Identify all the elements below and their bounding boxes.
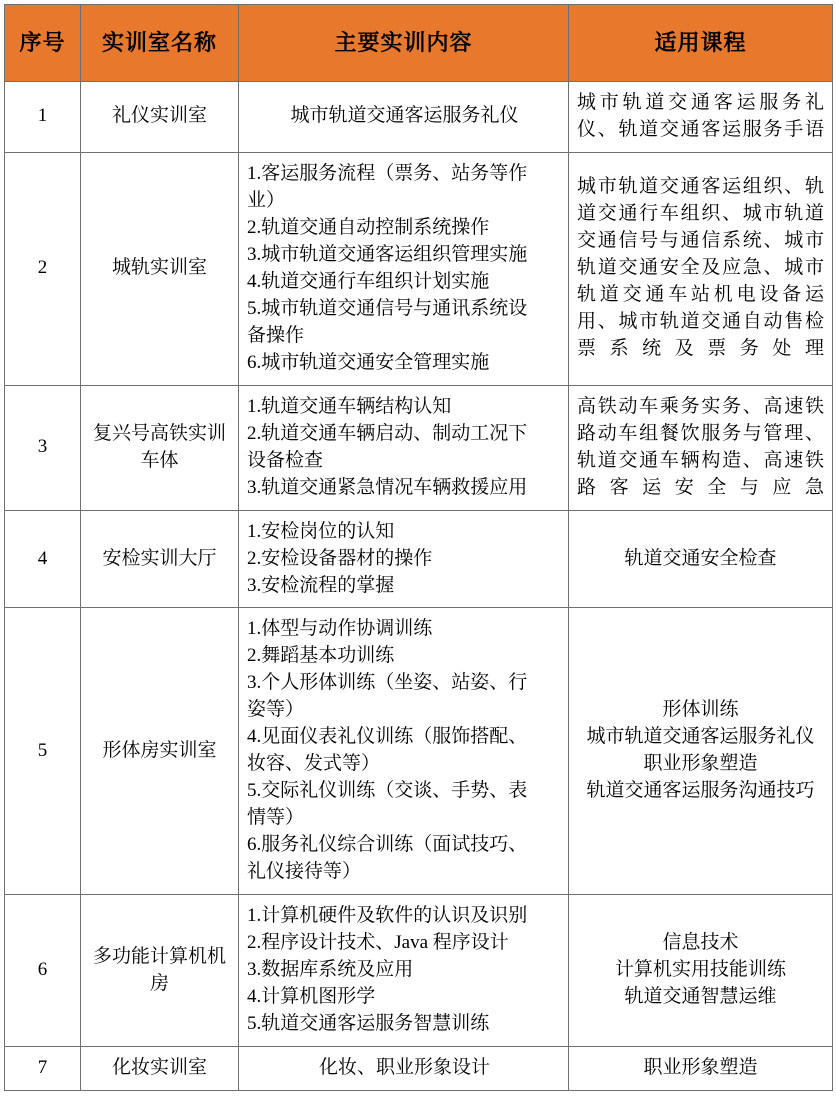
cell-applicable-course — [569, 82, 833, 153]
column-header-applicable-course: 适用课程 — [569, 5, 833, 82]
content-line: 1.客运服务流程（票务、站务等作 — [247, 162, 528, 184]
cell-index: 7 — [5, 1047, 81, 1091]
content-line: 2.轨道交通车辆启动、制动工况下 — [247, 422, 528, 444]
column-header-room-name: 实训室名称 — [81, 5, 239, 82]
content-line: 2.安检设备器材的操作 — [247, 547, 433, 569]
course-line: 计算机实用技能训练 — [614, 959, 786, 981]
course-line: 信息技术 — [662, 932, 739, 954]
cell-room-name: 形体房实训室 — [81, 608, 239, 895]
cell-room-name: 安检实训大厅 — [81, 510, 239, 608]
content-line: 1.体型与动作协调训练 — [247, 618, 433, 640]
cell-index: 2 — [5, 152, 81, 385]
course-line: 城市轨道交通客运组织、轨 — [577, 176, 824, 198]
cell-applicable-course — [569, 152, 833, 385]
column-header-main-content: 主要实训内容 — [239, 5, 569, 82]
content-line: 业） — [247, 189, 286, 211]
content-line: 3.城市轨道交通客运组织管理实施 — [247, 243, 528, 265]
content-line: 妆容、发式等） — [247, 753, 381, 775]
content-line: 2.程序设计技术、Java 程序设计 — [247, 932, 509, 954]
course-line: 职业形象塑造 — [643, 753, 758, 775]
content-line: 5.城市轨道交通信号与通讯系统设 — [247, 297, 528, 319]
cell-applicable-course — [569, 510, 833, 608]
cell-room-name: 复兴号高铁实训车体 — [81, 385, 239, 510]
table-row — [5, 152, 833, 385]
table-row — [5, 510, 833, 608]
course-line: 城市轨道交通客运服务礼仪 — [586, 726, 815, 748]
course-line: 路客运安全与应急 — [577, 476, 824, 498]
cell-room-name: 礼仪实训室 — [81, 82, 239, 153]
course-line: 高铁动车乘务实务、高速铁 — [577, 395, 824, 417]
course-line: 轨道交通安全检查 — [624, 547, 777, 569]
course-line: 职业形象塑造 — [643, 1057, 758, 1078]
content-line: 5.轨道交通客运服务智慧训练 — [247, 1013, 490, 1035]
content-line: 1.计算机硬件及软件的认识及识别 — [247, 905, 528, 927]
column-header-index: 序号 — [5, 5, 81, 82]
table-row — [5, 1047, 833, 1091]
content-line: 3.安检流程的掌握 — [247, 574, 395, 596]
cell-room-name: 多功能计算机机房 — [81, 895, 239, 1047]
cell-main-content — [239, 82, 569, 153]
cell-index: 4 — [5, 510, 81, 608]
table-row — [5, 385, 833, 510]
cell-applicable-course — [569, 608, 833, 895]
cell-main-content — [239, 1047, 569, 1091]
content-line: 2.轨道交通自动控制系统操作 — [247, 216, 490, 238]
cell-applicable-course — [569, 1047, 833, 1091]
cell-main-content — [239, 385, 569, 510]
course-line: 轨道交通安全及应急、城市 — [577, 257, 824, 279]
cell-index: 5 — [5, 608, 81, 895]
course-line: 道交通行车组织、城市轨道 — [577, 203, 824, 225]
course-line: 形体训练 — [662, 699, 739, 721]
content-line: 4.见面仪表礼仪训练（服饰搭配、 — [247, 726, 528, 748]
content-line: 3.个人形体训练（坐姿、站姿、行 — [247, 672, 528, 694]
content-line: 1.轨道交通车辆结构认知 — [247, 395, 452, 417]
cell-main-content — [239, 510, 569, 608]
table-row — [5, 82, 833, 153]
course-line: 路动车组餐饮服务与管理、 — [577, 422, 824, 444]
table-row — [5, 895, 833, 1047]
course-line: 轨道交通车辆构造、高速铁 — [577, 449, 824, 471]
content-line: 1.安检岗位的认知 — [247, 520, 395, 542]
cell-room-name: 化妆实训室 — [81, 1047, 239, 1091]
table-row — [5, 608, 833, 895]
content-line: 礼仪接待等） — [247, 861, 362, 883]
content-line: 设备检查 — [247, 449, 324, 471]
course-line: 轨道交通客运服务沟通技巧 — [586, 780, 815, 802]
cell-index: 3 — [5, 385, 81, 510]
content-line: 城市轨道交通客运服务礼仪 — [290, 105, 519, 127]
content-line: 3.轨道交通紧急情况车辆救援应用 — [247, 476, 528, 498]
cell-room-name: 城轨实训室 — [81, 152, 239, 385]
course-line: 轨道交通智慧运维 — [624, 986, 777, 1008]
course-line: 交通信号与通信系统、城市 — [577, 230, 824, 252]
content-line: 备操作 — [247, 324, 305, 346]
course-line: 仪、轨道交通客运服务手语 — [577, 118, 824, 140]
content-line: 6.城市轨道交通安全管理实施 — [247, 351, 490, 373]
course-line: 票系统及票务处理 — [577, 338, 824, 360]
course-line: 轨道交通车站机电设备运 — [577, 284, 824, 306]
content-line: 3.数据库系统及应用 — [247, 959, 414, 981]
table-header — [5, 5, 833, 82]
course-line: 用、城市轨道交通自动售检 — [577, 311, 824, 333]
cell-index: 6 — [5, 895, 81, 1047]
content-line: 化妆、职业形象设计 — [318, 1057, 490, 1078]
content-line: 6.服务礼仪综合训练（面试技巧、 — [247, 834, 528, 856]
cell-main-content — [239, 895, 569, 1047]
cell-applicable-course — [569, 385, 833, 510]
content-line: 2.舞蹈基本功训练 — [247, 645, 395, 667]
course-line: 城市轨道交通客运服务礼 — [577, 92, 824, 113]
content-line: 4.轨道交通行车组织计划实施 — [247, 270, 490, 292]
content-line: 5.交际礼仪训练（交谈、手势、表 — [247, 780, 528, 802]
cell-applicable-course — [569, 895, 833, 1047]
content-line: 情等） — [247, 807, 305, 829]
cell-main-content — [239, 608, 569, 895]
content-line: 姿等） — [247, 699, 305, 721]
cell-index: 1 — [5, 82, 81, 153]
cell-main-content — [239, 152, 569, 385]
content-line: 4.计算机图形学 — [247, 986, 376, 1008]
table-body — [5, 82, 833, 1091]
table-header-row — [5, 5, 833, 82]
training-room-table — [4, 4, 833, 1091]
